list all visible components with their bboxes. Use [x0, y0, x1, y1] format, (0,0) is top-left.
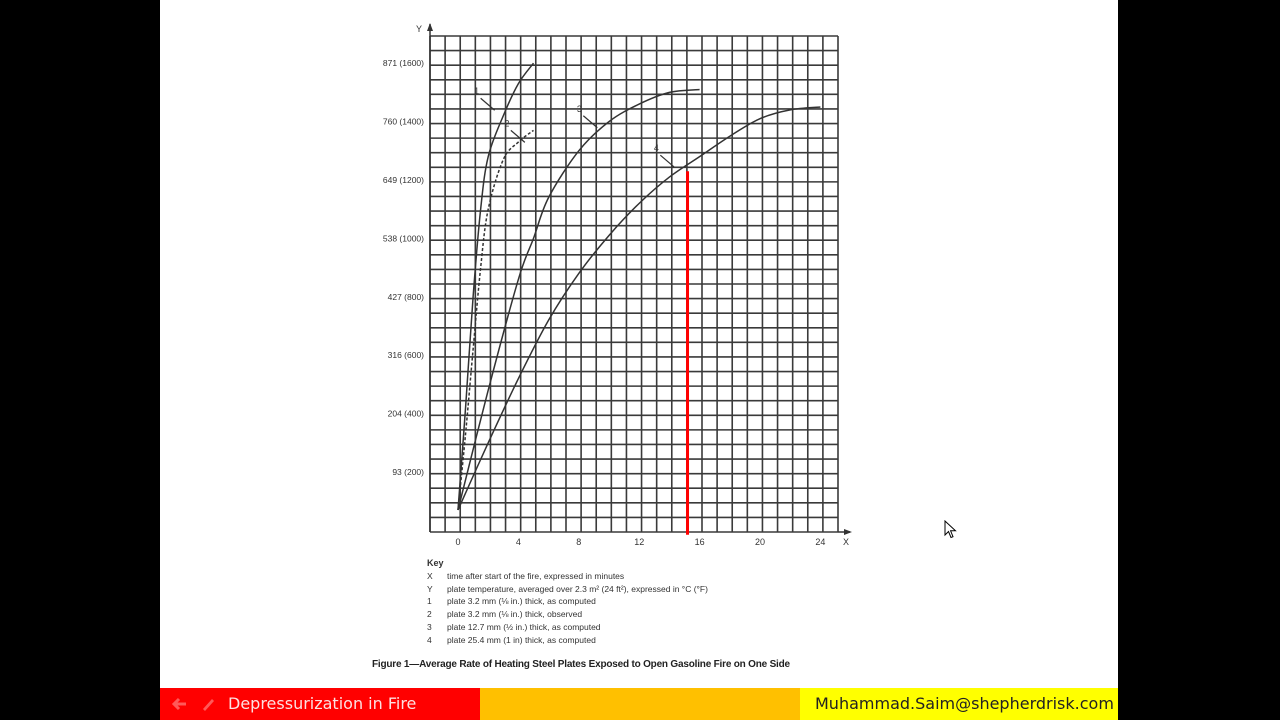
x-tick-label: 16 — [694, 537, 705, 547]
key-row-2: 2 plate 3.2 mm (⅛ in.) thick, observed — [427, 609, 583, 620]
y-tick-label: 427 (800) — [387, 291, 424, 302]
curve-label-4: 4 — [653, 143, 659, 154]
curve-leader-3 — [583, 116, 597, 128]
footer-middle-bar — [480, 688, 800, 720]
y-tick-label: 649 (1200) — [382, 175, 424, 185]
footer-title-bar — [160, 688, 480, 720]
footer-title: Depressurization in Fire — [228, 694, 417, 713]
chart-key — [427, 557, 708, 647]
y-tick-label: 760 (1400) — [382, 116, 424, 127]
chart-grid — [430, 36, 838, 532]
x-tick-label: 24 — [815, 537, 826, 547]
pen-icon[interactable] — [200, 696, 216, 712]
mouse-cursor-icon — [944, 520, 958, 540]
x-axis-label: X — [842, 537, 850, 547]
footer-email-bar — [800, 688, 1118, 720]
y-axis-label: Y — [415, 24, 422, 34]
key-row-4: 4 plate 25.4 mm (1 in) thick, as computed — [427, 634, 596, 645]
key-row-y: Y plate temperature, averaged over 2.3 m² (24 ft²), expressed in °C (°F) — [427, 583, 708, 594]
x-tick-label: 20 — [754, 537, 766, 547]
x-axis-arrow-icon — [844, 529, 852, 535]
y-tick-label: 93 (200) — [392, 467, 424, 477]
x-tick-label: 4 — [515, 537, 521, 547]
x-tick-label: 8 — [576, 537, 582, 547]
y-axis-arrow-icon — [427, 23, 433, 31]
curve-2 — [458, 130, 534, 510]
y-tick-label: 538 (1000) — [382, 233, 424, 244]
x-tick-label: 12 — [634, 537, 645, 547]
figure-caption: Figure 1—Average Rate of Heating Steel Plates Exposed to Open Gasoline Fire on One Side — [372, 659, 790, 670]
x-tick-label: 0 — [455, 537, 461, 547]
curve-label-3: 3 — [576, 103, 582, 114]
key-title: Key — [427, 558, 444, 568]
footer-email: Muhammad.Saim@shepherdrisk.com — [815, 694, 1114, 713]
key-row-3: 3 plate 12.7 mm (½ in.) thick, as computed — [427, 621, 601, 632]
key-row-x: X time after start of the fire, expressed in minutes — [427, 570, 625, 581]
key-row-1: 1 plate 3.2 mm (⅛ in.) thick, as computed — [427, 596, 596, 607]
back-arrow-icon[interactable] — [172, 696, 188, 712]
curve-label-1: 1 — [474, 86, 480, 97]
curve-leader-2 — [511, 130, 525, 142]
curve-label-2: 2 — [504, 118, 510, 129]
y-tick-label: 316 (600) — [387, 350, 424, 361]
curve-1 — [458, 63, 534, 510]
y-tick-label: 204 (400) — [387, 408, 424, 419]
y-tick-label: 871 (1600) — [382, 58, 424, 69]
